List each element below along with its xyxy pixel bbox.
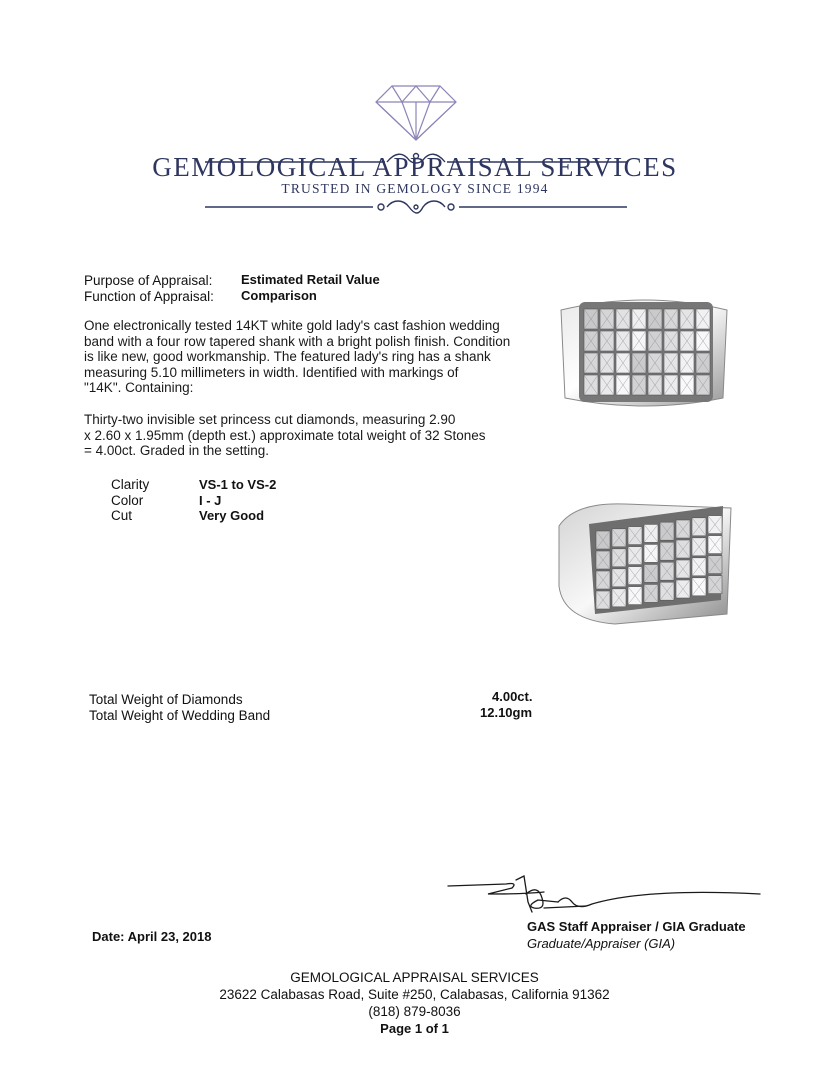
appraiser-title: GAS Staff Appraiser / GIA Graduate: [527, 919, 746, 934]
total-weight-band-value: 12.10gm: [480, 705, 533, 720]
cut-row: [111, 507, 264, 525]
purpose-label: Purpose of Appraisal:: [84, 273, 213, 288]
footer-phone: (818) 879-8036: [368, 1004, 461, 1019]
footer-page-number: Page 1 of 1: [380, 1021, 449, 1036]
description-line: band with a four row tapered shank with a bright polish finish. Condition: [84, 333, 511, 349]
brand-name: GEMOLOGICAL APPRAISAL SERVICES: [152, 152, 678, 182]
header-bottom-rule: [205, 197, 627, 217]
ring-photo-front: [555, 290, 733, 412]
function-value: Comparison: [241, 288, 317, 303]
diamond-description-line: = 4.00ct. Graded in the setting.: [84, 443, 269, 459]
diamond-logo-icon: [372, 82, 460, 142]
footer: [0, 969, 829, 1037]
diamond-description-line: Thirty-two invisible set princess cut diamonds, measuring 2.90: [84, 412, 456, 427]
appraiser-signature: [446, 872, 762, 920]
color-label: Color: [111, 493, 144, 508]
ring-photo-angle: [555, 496, 733, 626]
total-weight-band-label: Total Weight of Wedding Band: [89, 708, 271, 723]
description-line: One electronically tested 14KT white gold lady's cast fashion wedding: [84, 318, 500, 333]
color-value: I - J: [199, 493, 222, 508]
total-weight-diamonds-value: 4.00ct.: [492, 689, 533, 704]
diamond-description: [84, 412, 524, 459]
diamond-description-line: x 2.60 x 1.95mm (depth est.) approximate total weight of 32 Stones: [84, 427, 486, 443]
footer-company: GEMOLOGICAL APPRAISAL SERVICES: [290, 970, 539, 985]
purpose-value: Estimated Retail Value: [241, 272, 380, 287]
total-weight-diamonds-label: Total Weight of Diamonds: [89, 692, 243, 707]
description-line: measuring 5.10 millimeters in width. Identified with markings of: [84, 364, 459, 380]
brand-tagline: TRUSTED IN GEMOLOGY SINCE 1994: [281, 181, 549, 196]
appraisal-date: Date: April 23, 2018: [92, 929, 212, 944]
ring-description: [84, 318, 524, 396]
description-line: is like new, good workmanship. The featured lady's ring has a shank: [84, 349, 491, 365]
appraiser-subtitle: Graduate/Appraiser (GIA): [527, 936, 676, 951]
function-label: Function of Appraisal:: [84, 289, 214, 304]
footer-address: 23622 Calabasas Road, Suite #250, Calabasas, California 91362: [219, 987, 610, 1002]
clarity-value: VS-1 to VS-2: [199, 477, 277, 492]
clarity-label: Clarity: [111, 477, 150, 492]
cut-label: Cut: [111, 508, 133, 523]
description-line: "14K". Containing:: [84, 380, 194, 396]
cut-value: Very Good: [199, 508, 265, 523]
